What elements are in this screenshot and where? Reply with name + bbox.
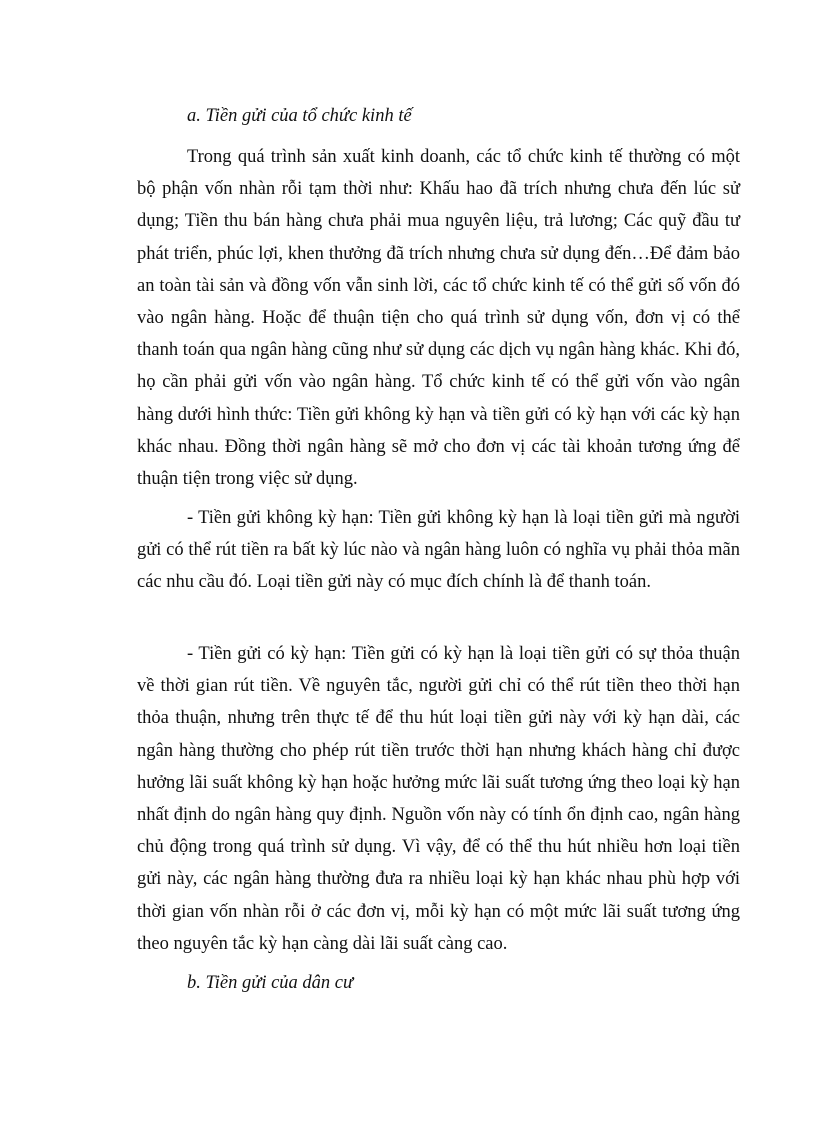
section-heading-a: a. Tiền gửi của tổ chức kinh tế (187, 106, 412, 126)
section-heading-b: b. Tiền gửi của dân cư (187, 973, 354, 993)
paragraph-term-deposits: - Tiền gửi có kỳ hạn: Tiền gửi có kỳ hạn là loại tiền gửi có sự thỏa thuận về thời gian rút tiền. Về nguyên tắc, người gửi chỉ có thể rút tiền theo thời hạn thỏa thuận, nhưng trên thực tế để thu hút loại tiền gửi này với kỳ hạn dài, các ngân hàng thường cho phép rút tiền trước thời hạn nhưng khách hàng chỉ được hưởng lãi suất không kỳ hạn hoặc hưởng mức lãi suất tương ứng theo loại kỳ hạn nhất định do ngân hàng quy định. Nguồn vốn này có tính ổn định cao, ngân hàng chủ động trong quá trình sử dụng. Vì vậy, để có thể thu hút nhiều hơn loại tiền gửi này, các ngân hàng thường đưa ra nhiều loại kỳ hạn khác nhau phù hợp với thời gian vốn nhàn rỗi ở các đơn vị, mỗi kỳ hạn có một mức lãi suất tương ứng theo nguyên tắc kỳ hạn càng dài lãi suất càng cao. (137, 644, 740, 954)
paragraph-economic-organizations: Trong quá trình sản xuất kinh doanh, các tổ chức kinh tế thường có một bộ phận vốn nhàn rỗi tạm thời như: Khấu hao đã trích nhưng chưa đến lúc sử dụng; Tiền thu bán hàng chưa phải mua nguyên liệu, trả lương; Các quỹ đầu tư phát triển, phúc lợi, khen thưởng đã trích nhưng chưa sử dụng đến…Để đảm bảo an toàn tài sản và đồng vốn vẫn sinh lời, các tổ chức kinh tế có thể gửi số vốn đó vào ngân hàng. Hoặc để thuận tiện cho quá trình sử dụng vốn, đơn vị có thể thanh toán qua ngân hàng cũng như sử dụng các dịch vụ ngân hàng khác. Khi đó, họ cần phải gửi vốn vào ngân hàng. Tổ chức kinh tế có thể gửi vốn vào ngân hàng dưới hình thức: Tiền gửi không kỳ hạn và tiền gửi có kỳ hạn với các kỳ hạn khác nhau. Đồng thời ngân hàng sẽ mở cho đơn vị các tài khoản tương ứng để thuận tiện trong việc sử dụng. (137, 147, 740, 490)
paragraph-demand-deposits: - Tiền gửi không kỳ hạn: Tiền gửi không kỳ hạn là loại tiền gửi mà người gửi có thể rút tiền ra bất kỳ lúc nào và ngân hàng luôn có nghĩa vụ phải thỏa mãn các nhu cầu đó. Loại tiền gửi này có mục đích chính là để thanh toán. (137, 508, 740, 593)
